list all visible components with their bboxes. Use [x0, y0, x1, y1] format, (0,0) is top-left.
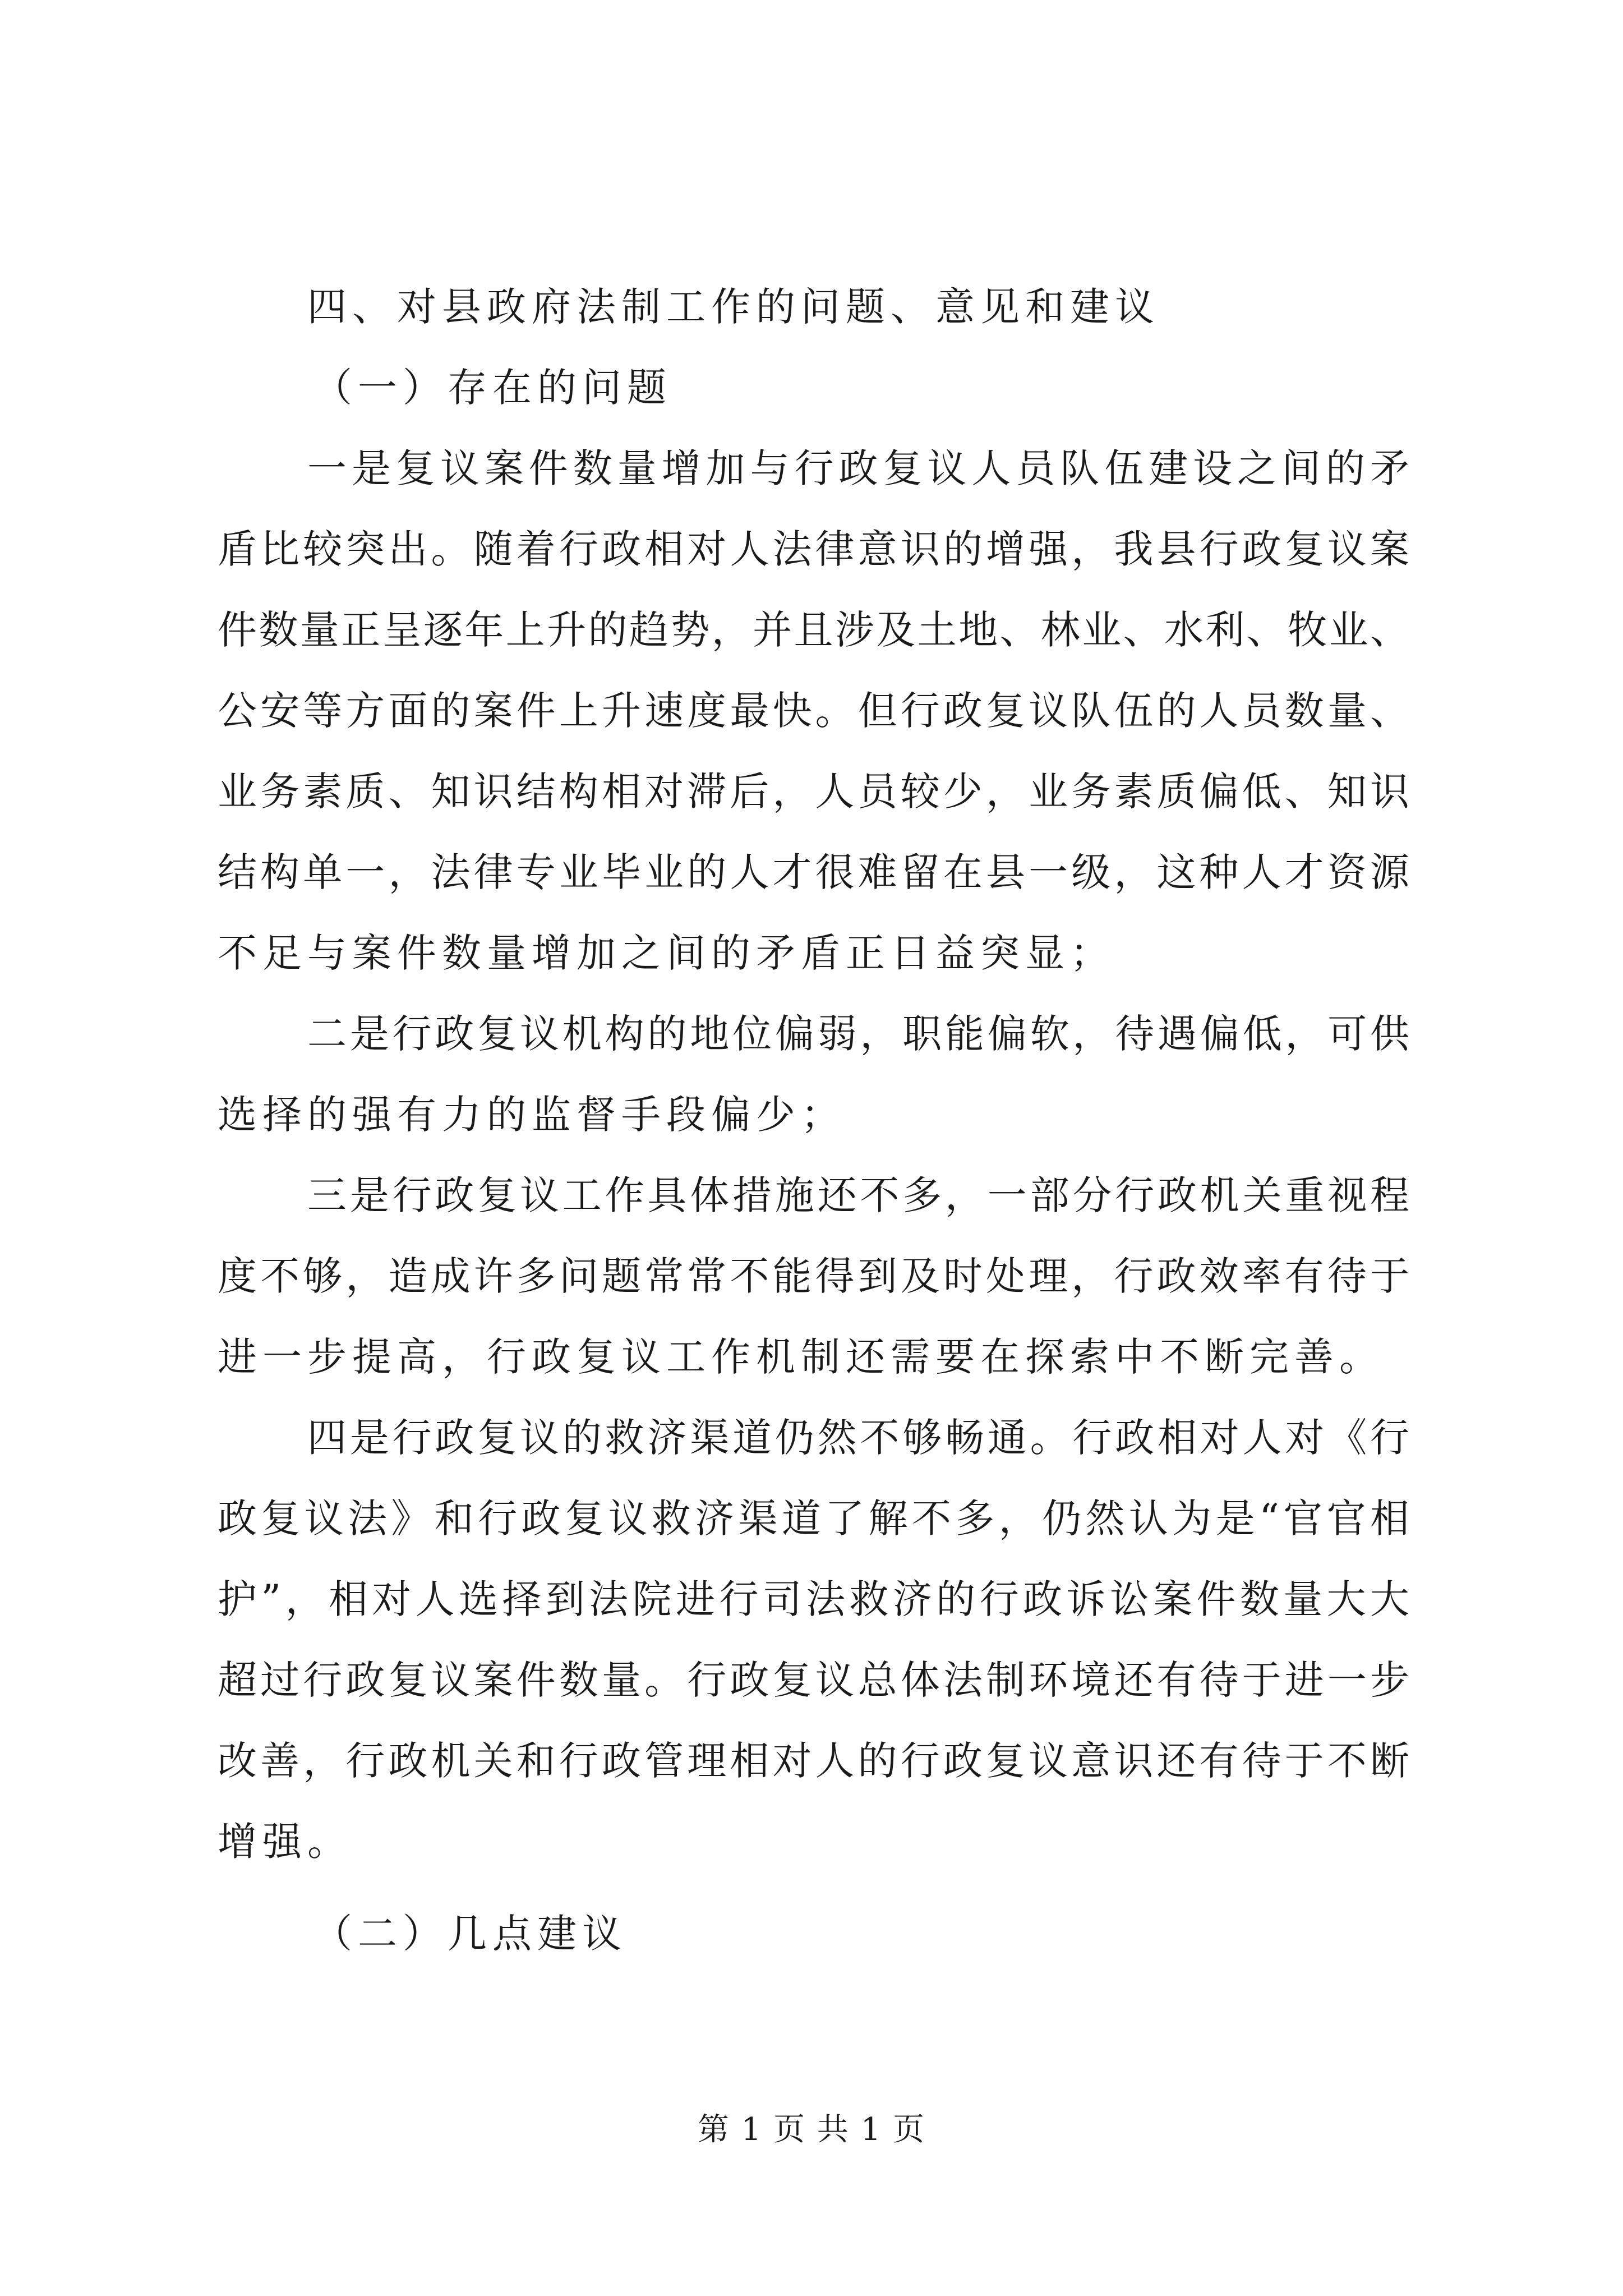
- paragraph-line: 改善，行政机关和行政管理相对人的行政复议意识还有待于不断: [218, 1738, 1409, 1784]
- paragraph-line: 三是行政复议工作具体措施还不多，一部分行政机关重视程: [307, 1172, 1409, 1218]
- paragraph-line: 结构单一，法律专业毕业的人才很难留在县一级，这种人才资源: [218, 849, 1409, 895]
- paragraph-4: [218, 1397, 1409, 1882]
- subsection-title-problems: （一）存在的问题: [313, 365, 672, 411]
- paragraph-line: 公安等方面的案件上升速度最快。但行政复议队伍的人员数量、: [218, 688, 1409, 734]
- paragraph-1: [218, 428, 1409, 993]
- paragraph-line: 二是行政复议机构的地位偏弱，职能偏软，待遇偏低，可供: [307, 1011, 1409, 1057]
- paragraph-line: 政复议法》和行政复议救济渠道了解不多，仍然认为是“官官相: [218, 1496, 1409, 1542]
- paragraph-line: 选择的强有力的监督手段偏少；: [218, 1092, 846, 1138]
- paragraph-line: 不足与案件数量增加之间的矛盾正日益突显；: [218, 930, 1115, 976]
- paragraph-line: 件数量正呈逐年上升的趋势，并且涉及土地、林业、水利、牧业、: [218, 607, 1409, 653]
- paragraph-line: 增强。: [218, 1819, 352, 1865]
- paragraph-2: [218, 993, 1409, 1155]
- paragraph-line: 进一步提高，行政复议工作机制还需要在探索中不断完善。: [218, 1334, 1384, 1380]
- document-body: [218, 266, 1409, 1974]
- paragraph-line: 业务素质、知识结构相对滞后，人员较少，业务素质偏低、知识: [218, 769, 1409, 815]
- paragraph-line: 度不够，造成许多问题常常不能得到及时处理，行政效率有待于: [218, 1253, 1409, 1299]
- paragraph-line: 一是复议案件数量增加与行政复议人员队伍建设之间的矛: [307, 445, 1409, 491]
- section-heading: 四、对县政府法制工作的问题、意见和建议: [307, 284, 1160, 330]
- paragraph-line: 护”，相对人选择到法院进行司法救济的行政诉讼案件数量大大: [218, 1576, 1409, 1622]
- paragraph-line: 超过行政复议案件数量。行政复议总体法制环境还有待于进一步: [218, 1657, 1409, 1703]
- page-footer: 第 1 页 共 1 页: [697, 2111, 926, 2148]
- paragraph-3: [218, 1155, 1409, 1397]
- paragraph-line: 盾比较突出。随着行政相对人法律意识的增强，我县行政复议案: [218, 526, 1409, 572]
- paragraph-line: 四是行政复议的救济渠道仍然不够畅通。行政相对人对《行: [307, 1415, 1409, 1461]
- subsection-title-suggestions: （二）几点建议: [313, 1911, 627, 1957]
